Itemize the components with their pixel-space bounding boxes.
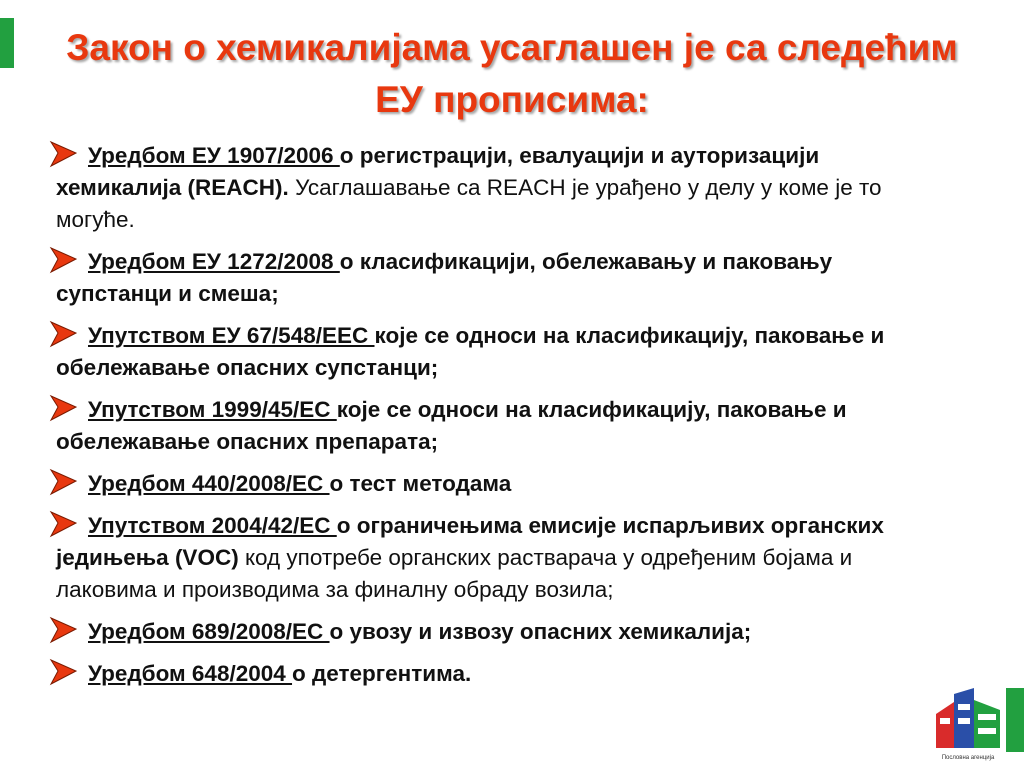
regulation-reference: Упутством 2004/42/ЕС [88,513,337,538]
arrow-bullet-icon [48,656,80,688]
list-item [52,394,932,458]
logo-caption: Пословна агенција [941,755,995,761]
regulation-reference: Упутством ЕУ 67/548/ЕЕС [88,323,375,348]
list-item [52,658,932,690]
regulation-reference: Уредбом 648/2004 [88,661,293,686]
arrow-bullet-icon [48,614,80,646]
regulation-subject: које се односи на класификацију, паковање и обележавање опасних препарата; [56,397,847,454]
list-item [52,140,932,236]
arrow-bullet-icon [48,138,80,170]
regulation-list [52,140,932,700]
regulation-subject: о класификацији, обележавању и паковању супстанци и смеша; [56,249,833,306]
list-item [52,468,932,500]
arrow-bullet-icon [48,508,80,540]
regulation-subject: о увозу и извозу опасних хемикалија; [329,619,752,644]
regulation-reference: Уредбом 689/2008/ЕС [88,619,330,644]
slide-title: Закон о хемикалијама усаглашен је са следећим ЕУ прописима: [66,27,958,120]
regulation-subject: о регистрацији, евалуацији и ауторизацији хемикалија (REACH). [56,143,820,200]
regulation-subject: о детергентима. [292,661,472,686]
building-logo-icon [932,688,1004,750]
list-item [52,320,932,384]
regulation-subject: о ограничењима емисије испарљивих органских једињења (VOC) [56,513,884,570]
regulation-reference: Упутством 1999/45/ЕС [88,397,337,422]
arrow-bullet-icon [48,318,80,350]
regulation-note: код употребе органских растварача у одређеним бојама и лаковима и производима за финалну обраду возила; [56,545,853,602]
regulation-note: Усаглашавање са REACH је урађено у делу у коме је то могуће. [56,175,882,232]
agency-logo [932,688,1004,762]
arrow-bullet-icon [48,392,80,424]
regulation-subject: о тест методама [329,471,512,496]
list-item [52,510,932,606]
regulation-subject: које се односи на класификацију, паковање и обележавање опасних супстанци; [56,323,885,380]
list-item [52,246,932,310]
list-item [52,616,932,648]
left-accent-bar [0,18,14,68]
regulation-reference: Уредбом ЕУ 1272/2008 [88,249,340,274]
right-accent-bar [1006,688,1024,752]
regulation-reference: Уредбом ЕУ 1907/2006 [88,143,340,168]
regulation-reference: Уредбом 440/2008/ЕС [88,471,330,496]
arrow-bullet-icon [48,244,80,276]
arrow-bullet-icon [48,466,80,498]
